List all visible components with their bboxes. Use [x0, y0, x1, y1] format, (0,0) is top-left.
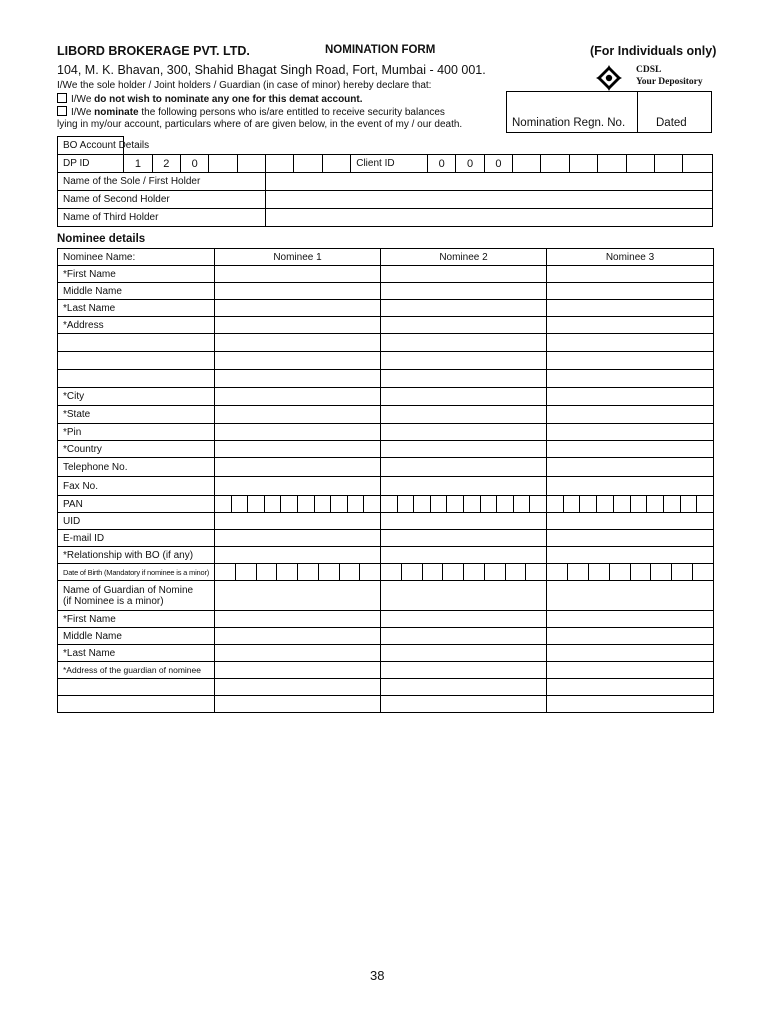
nominee-2-fax[interactable]: [381, 477, 547, 496]
nominee-3-header: Nominee 3: [547, 249, 714, 266]
first-holder-label: Name of the Sole / First Holder: [58, 173, 266, 191]
registration-divider: [637, 91, 638, 133]
nominee-2-email[interactable]: [381, 530, 547, 547]
dob-label: Date of Birth (Mandatory if nominee is a minor): [58, 564, 215, 581]
nominee-1-country[interactable]: [215, 441, 381, 458]
middle-name-label: Middle Name: [58, 283, 215, 300]
nominee-3-address-line[interactable]: [547, 334, 714, 352]
table-row: [58, 645, 714, 662]
table-row: [58, 406, 714, 424]
dp-id-digit[interactable]: [237, 155, 265, 173]
nominee-1-guardian-address[interactable]: [215, 662, 381, 679]
nominee-2-first-name[interactable]: [381, 266, 547, 283]
table-row: [58, 628, 714, 645]
pan-label: PAN: [58, 496, 215, 513]
client-id-digit[interactable]: 0: [456, 155, 484, 173]
third-holder-label: Name of Third Holder: [58, 209, 266, 227]
nominee-1-header: Nominee 1: [215, 249, 381, 266]
dp-id-digit[interactable]: [209, 155, 237, 173]
nominee-3-address-line[interactable]: [547, 352, 714, 370]
client-id-digit[interactable]: [598, 155, 626, 173]
nominee-header-row: [58, 249, 714, 266]
nominee-table: [57, 248, 714, 713]
table-row: [58, 388, 714, 406]
nominee-2-telephone[interactable]: [381, 458, 547, 477]
table-row: [58, 283, 714, 300]
table-row: [58, 300, 714, 317]
nominee-2-guardian[interactable]: [381, 581, 547, 611]
table-row: [58, 352, 714, 370]
email-label: E-mail ID: [58, 530, 215, 547]
nominee-2-address[interactable]: [381, 317, 547, 334]
client-id-digit[interactable]: 0: [427, 155, 455, 173]
nominee-3-guardian-middle[interactable]: [547, 628, 714, 645]
nominee-2-state[interactable]: [381, 406, 547, 424]
city-label: *City: [58, 388, 215, 406]
client-id-digit[interactable]: [654, 155, 682, 173]
table-row: [58, 564, 714, 581]
option-nominate-line2: lying in my/our account, particulars where of are given below, in the event of my / our death.: [57, 119, 463, 130]
no-nominate-checkbox[interactable]: [57, 93, 67, 103]
table-row: [58, 581, 714, 611]
nominee-2-address-line[interactable]: [381, 370, 547, 388]
nominee-1-last-name[interactable]: [215, 300, 381, 317]
first-holder-field[interactable]: [266, 173, 713, 191]
client-id-digit[interactable]: 0: [484, 155, 512, 173]
dp-id-label: DP ID: [58, 155, 124, 173]
table-row: [58, 458, 714, 477]
second-holder-label: Name of Second Holder: [58, 191, 266, 209]
nominee-3-country[interactable]: [547, 441, 714, 458]
table-row: [58, 334, 714, 352]
guardian-last-name-label: *Last Name: [58, 645, 215, 662]
option-no-nominate: I/We do not wish to nominate any one for this demat account.: [57, 93, 363, 106]
dp-id-digit[interactable]: 2: [152, 155, 180, 173]
country-label: *Country: [58, 441, 215, 458]
client-id-digit[interactable]: [569, 155, 597, 173]
relationship-label: *Relationship with BO (if any): [58, 547, 215, 564]
last-name-label: *Last Name: [58, 300, 215, 317]
dp-id-digit[interactable]: 1: [124, 155, 152, 173]
table-row: [58, 547, 714, 564]
guardian-label: Name of Guardian of Nomine (if Nominee is a minor): [58, 581, 215, 611]
nominee-1-address-line[interactable]: [215, 370, 381, 388]
table-row: [58, 266, 714, 283]
nominee-3-pin[interactable]: [547, 424, 714, 441]
table-row: [58, 513, 714, 530]
nominee-3-city[interactable]: [547, 388, 714, 406]
nominee-1-dob-boxes[interactable]: [215, 564, 381, 581]
nominee-3-guardian-address-line[interactable]: [547, 679, 714, 696]
nominee-3-guardian-first[interactable]: [547, 611, 714, 628]
dp-id-digit[interactable]: [266, 155, 294, 173]
nominee-3-fax[interactable]: [547, 477, 714, 496]
nominee-3-telephone[interactable]: [547, 458, 714, 477]
first-name-label: *First Name: [58, 266, 215, 283]
cdsl-logo-icon: [596, 65, 622, 91]
nominee-1-guardian-address-line[interactable]: [215, 696, 381, 713]
nominee-2-address-line[interactable]: [381, 352, 547, 370]
regn-no-label: Nomination Regn. No.: [512, 117, 626, 129]
table-row: [58, 496, 714, 513]
nominee-2-guardian-middle[interactable]: [381, 628, 547, 645]
nominee-3-pan-boxes[interactable]: [547, 496, 714, 513]
guardian-address-label: *Address of the guardian of nominee: [58, 662, 215, 679]
nominee-2-last-name[interactable]: [381, 300, 547, 317]
telephone-label: Telephone No.: [58, 458, 215, 477]
nominee-3-last-name[interactable]: [547, 300, 714, 317]
depository-name: CDSL: [636, 65, 662, 75]
state-label: *State: [58, 406, 215, 424]
nominee-3-guardian[interactable]: [547, 581, 714, 611]
nominee-3-state[interactable]: [547, 406, 714, 424]
nominee-1-guardian-last[interactable]: [215, 645, 381, 662]
nominee-2-header: Nominee 2: [381, 249, 547, 266]
nominee-2-guardian-first[interactable]: [381, 611, 547, 628]
nominee-1-address-line[interactable]: [215, 334, 381, 352]
table-row: [58, 424, 714, 441]
third-holder-field[interactable]: [266, 209, 713, 227]
nominee-2-pin[interactable]: [381, 424, 547, 441]
address-label: *Address: [58, 317, 215, 334]
nominee-2-country[interactable]: [381, 441, 547, 458]
dated-label: Dated: [656, 117, 687, 129]
nominee-1-relationship[interactable]: [215, 547, 381, 564]
nominate-checkbox[interactable]: [57, 106, 67, 116]
client-id-digit[interactable]: [513, 155, 541, 173]
page-number: 38: [370, 968, 385, 983]
nominee-1-middle-name[interactable]: [215, 283, 381, 300]
fax-label: Fax No.: [58, 477, 215, 496]
nominee-1-guardian-address-line[interactable]: [215, 679, 381, 696]
nominee-1-fax[interactable]: [215, 477, 381, 496]
nominee-1-guardian-first[interactable]: [215, 611, 381, 628]
option-nominate: I/We nominate the following persons who is/are entitled to receive security balances: [57, 106, 445, 119]
declaration-intro: I/We the sole holder / Joint holders / Guardian (in case of minor) hereby declare that:: [57, 80, 432, 91]
nominee-1-uid[interactable]: [215, 513, 381, 530]
depository-tagline: Your Depository: [636, 77, 703, 87]
bo-account-table: [57, 136, 713, 227]
guardian-first-name-label: *First Name: [58, 611, 215, 628]
nominee-2-guardian-last[interactable]: [381, 645, 547, 662]
nominee-1-address[interactable]: [215, 317, 381, 334]
nominee-2-relationship[interactable]: [381, 547, 547, 564]
nominee-3-first-name[interactable]: [547, 266, 714, 283]
client-id-digit[interactable]: [541, 155, 569, 173]
form-title: NOMINATION FORM: [325, 44, 436, 56]
nominee-1-guardian-middle[interactable]: [215, 628, 381, 645]
nominee-name-header: Nominee Name:: [58, 249, 215, 266]
table-row: [58, 317, 714, 334]
table-row: [58, 530, 714, 547]
table-row: [58, 662, 714, 679]
table-row: [58, 696, 714, 713]
nominee-1-city[interactable]: [215, 388, 381, 406]
table-row: [58, 441, 714, 458]
nominee-3-guardian-last[interactable]: [547, 645, 714, 662]
nominee-1-address-line[interactable]: [215, 352, 381, 370]
nominee-2-guardian-address[interactable]: [381, 662, 547, 679]
nominee-1-first-name[interactable]: [215, 266, 381, 283]
company-address: 104, M. K. Bhavan, 300, Shahid Bhagat Singh Road, Fort, Mumbai - 400 001.: [57, 63, 486, 77]
nominee-2-dob-boxes[interactable]: [381, 564, 547, 581]
nominee-3-guardian-address-line[interactable]: [547, 696, 714, 713]
nominee-3-guardian-address[interactable]: [547, 662, 714, 679]
nominee-2-guardian-address-line[interactable]: [381, 696, 547, 713]
second-holder-field[interactable]: [266, 191, 713, 209]
dp-id-digit[interactable]: 0: [180, 155, 208, 173]
client-id-label: Client ID: [351, 155, 428, 173]
nominee-3-uid[interactable]: [547, 513, 714, 530]
nominee-2-guardian-address-line[interactable]: [381, 679, 547, 696]
dp-id-digit[interactable]: [322, 155, 350, 173]
form-scope: (For Individuals only): [590, 44, 717, 58]
nominee-1-guardian[interactable]: [215, 581, 381, 611]
dp-client-row: [58, 155, 713, 173]
nominee-1-email[interactable]: [215, 530, 381, 547]
nominee-1-telephone[interactable]: [215, 458, 381, 477]
nominee-3-relationship[interactable]: [547, 547, 714, 564]
nominee-3-address[interactable]: [547, 317, 714, 334]
nominee-section-title: Nominee details: [57, 233, 146, 245]
nominee-3-email[interactable]: [547, 530, 714, 547]
table-row: [58, 477, 714, 496]
nominee-2-city[interactable]: [381, 388, 547, 406]
nominee-3-address-line[interactable]: [547, 370, 714, 388]
nominee-1-pin[interactable]: [215, 424, 381, 441]
table-row: [58, 370, 714, 388]
nominee-2-address-line[interactable]: [381, 334, 547, 352]
nominee-2-uid[interactable]: [381, 513, 547, 530]
table-row: [58, 679, 714, 696]
client-id-digit[interactable]: [626, 155, 654, 173]
dp-id-digit[interactable]: [294, 155, 322, 173]
pin-label: *Pin: [58, 424, 215, 441]
table-row: [58, 611, 714, 628]
bo-account-title: BO Account Details: [58, 137, 124, 155]
nominee-1-pan-boxes[interactable]: [215, 496, 381, 513]
company-name: LIBORD BROKERAGE PVT. LTD.: [57, 44, 250, 58]
nominee-1-state[interactable]: [215, 406, 381, 424]
nominee-2-pan-boxes[interactable]: [381, 496, 547, 513]
guardian-middle-name-label: Middle Name: [58, 628, 215, 645]
client-id-digit[interactable]: [683, 155, 713, 173]
nominee-3-middle-name[interactable]: [547, 283, 714, 300]
nominee-3-dob-boxes[interactable]: [547, 564, 714, 581]
nominee-2-middle-name[interactable]: [381, 283, 547, 300]
uid-label: UID: [58, 513, 215, 530]
